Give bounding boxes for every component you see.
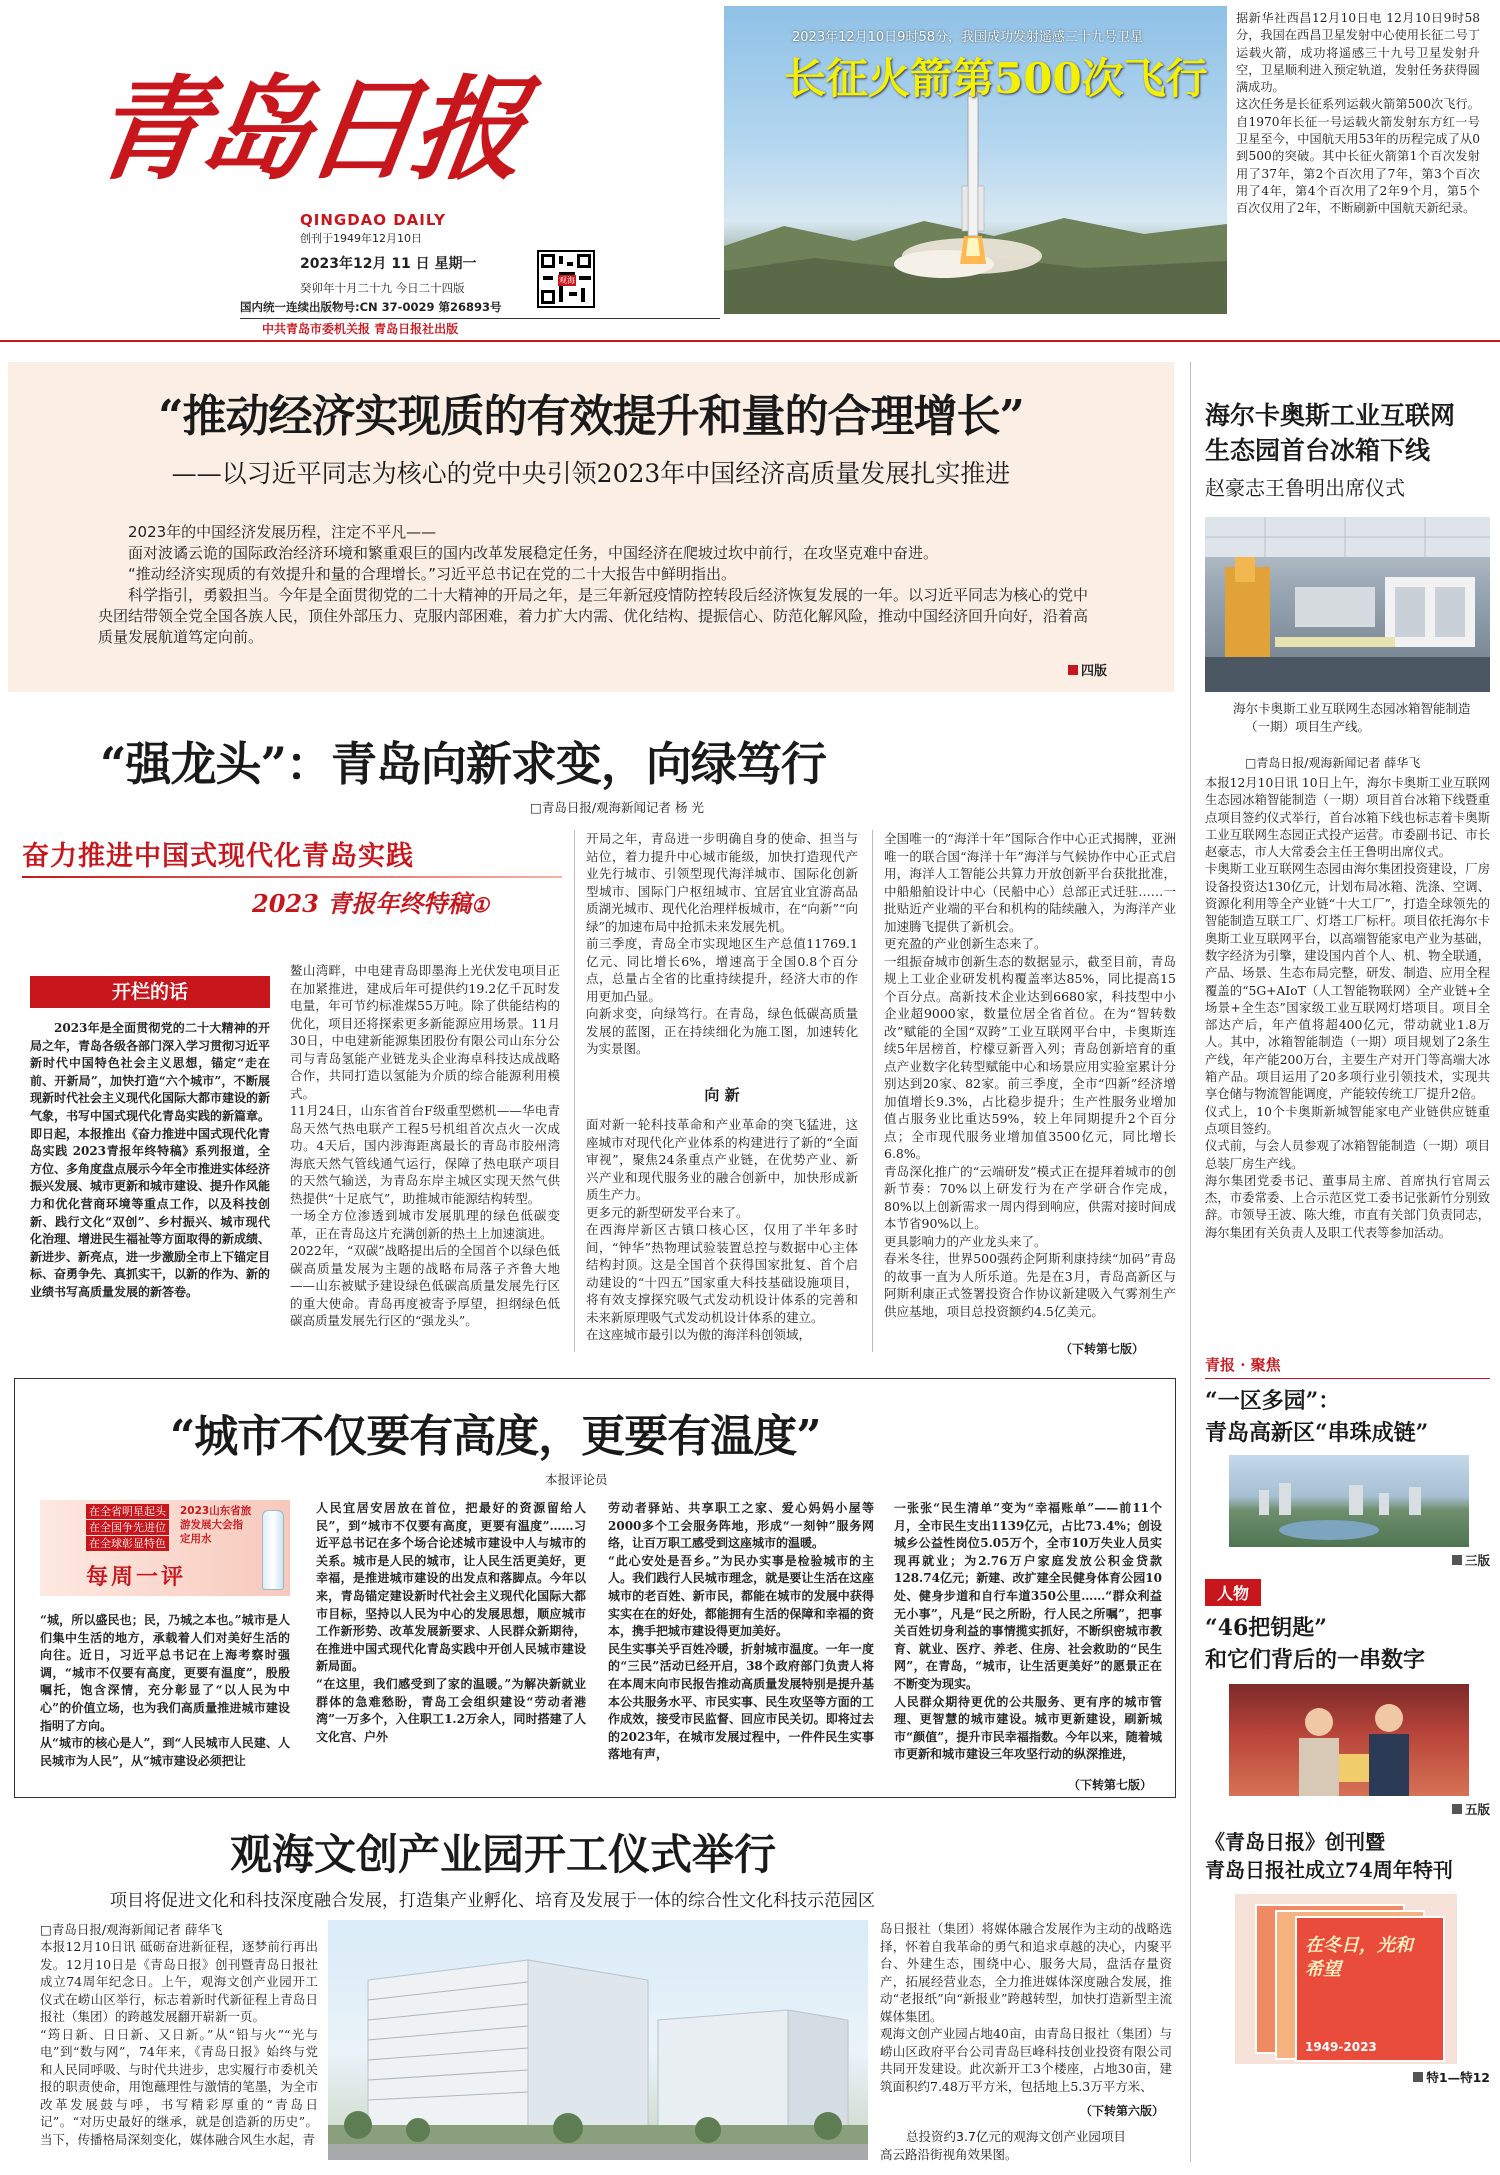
rocket-article xyxy=(1236,10,1480,320)
qr-label: 观海 xyxy=(559,276,575,285)
people-tag: 人物 xyxy=(1205,1579,1261,1606)
anniversary-headline-line: 《青岛日报》创刊暨 xyxy=(1205,1830,1385,1854)
guanhai-subhead: 项目将促进文化和科技深度融合发展，打造集产业孵化、培育及发展于一体的综合性文化科技示范园区 xyxy=(110,1891,875,1911)
dragon-jump[interactable]: （下转第七版） xyxy=(1060,1342,1145,1356)
editorial-jump[interactable]: （下转第七版） xyxy=(1068,1778,1153,1792)
banner-tag-line: 在全国争先进位 xyxy=(86,1520,169,1535)
people-jump[interactable] xyxy=(1205,1800,1490,1818)
qr-code[interactable] xyxy=(537,250,595,308)
guanhai-byline-text: 青岛日报/观海新闻记者 薛华飞 xyxy=(51,1922,223,1937)
dragon-section-heading: 向 新 xyxy=(704,1086,740,1104)
haier-story xyxy=(1205,398,1490,1240)
sidebar-focus xyxy=(1205,1354,1490,2086)
editorial-headline[interactable]: “城市不仅要有高度，更要有温度” xyxy=(170,1411,821,1462)
dragon-headline[interactable]: “强龙头”：青岛向新求变，向绿笃行 xyxy=(100,737,826,791)
people-headline-line: 和它们背后的一串数字 xyxy=(1205,1647,1426,1673)
hightech-zone-photo xyxy=(1229,1455,1469,1547)
people-jump-label: 五版 xyxy=(1464,1802,1490,1817)
masthead xyxy=(0,0,720,340)
lead-story-box xyxy=(8,362,1174,692)
anniversary-cover-photo xyxy=(1235,1894,1457,2064)
col-divider xyxy=(574,830,575,1352)
col-divider xyxy=(872,830,873,1352)
series-number: ① xyxy=(471,893,490,917)
series-title: 奋力推进中国式现代化青岛实践 xyxy=(22,841,414,872)
founded-date: 创刊于1949年12月10日 xyxy=(300,232,422,245)
lead-body xyxy=(98,522,1098,648)
editorial-col2: 人民宜居安居放在首位，把最好的资源留给人民”，到“城市不仅要有高度，更要有温度”……习近平总书记在多个场合论述城市建设中人与城市的关系。城市是人民的城市，让人民生活更美好，更幸福，是推进城市建设的出发点和落脚点。今年以来，青岛锚定建设新时代社会主义现代化国际大都市目标，坚持以人民为中心的发展思想，顺应城市工作新形势、改革发展新要求、人民群众新期待，在推进中国式现代化青岛实践中开创人民城市建设新局面。 “在这里，我们感受到了家的温暖。”为解决新就业群体的急难愁盼，青岛工会组织建设“劳动者港湾”一万多个，入住职工1.2万余人，同时搭建了人文化宫、户外 xyxy=(316,1501,586,1744)
dragon-byline: □青岛日报/观海新闻记者 杨 光 xyxy=(530,800,704,815)
lead-paragraph: “推动经济实现质的有效提升和量的合理增长。”习近平总书记在党的二十大报告中鲜明指出。 xyxy=(128,565,737,583)
top-rule xyxy=(0,340,1500,342)
lead-paragraph: 2023年的中国经济发展历程，注定不平凡—— xyxy=(128,523,437,541)
anniversary-cover-year: 1949-2023 xyxy=(1305,2040,1377,2054)
people-headline[interactable] xyxy=(1205,1612,1490,1676)
cn-number: 国内统一连续出版物号:CN 37-0029 第26893号 xyxy=(240,300,502,314)
publisher: 中共青岛市委机关报 青岛日报社出版 xyxy=(262,322,459,336)
dragon-col2a: 开局之年，青岛进一步明确自身的使命、担当与站位，着力提升中心城市能级，加快打造现代产业先行城市、引领型现代海洋城市、国际化创新型城市、国际门户枢纽城市、宜居宜业宜游高品质湖光城市、现代化治理样板城市，在“向新”“向绿”的加速布局中抢抓未来发展先机。 前三季度，青岛全市实现地区生产总值11769.1亿元、同比增长6%，增速高于全国0.8个百分点，总量占全省的比重持续提升，经济大市的作用更加凸显。 向新求变，向绿笃行。在青岛，绿色低碳高质量发展的蓝图，正在持续细化为施工图，加速转化为实景图。 xyxy=(586,831,858,1056)
rocket-photo-headline: 长征火箭第500次飞行 xyxy=(784,54,1208,103)
english-name: QINGDAO DAILY xyxy=(300,211,446,229)
bottle-tag: 2023山东省旅游发展大会指定用水 xyxy=(180,1505,252,1545)
focus-headline-line: 青岛高新区“串珠成链” xyxy=(1205,1420,1429,1446)
editorial-col4: 一张张“民生清单”变为“幸福账单”——前11个月，全市民生支出1139亿元，占比73.4%；创设城乡公益性岗位5.05万个，全市10万失业人员实现再就业；为2.76万户家庭发放公积金贷款128.74亿元；新建、改扩建全民健身体育公园10处、健身步道和自行车道350公里……“群众利益无小事”，凡是“民之所盼，行人民之所嘱”，把事关百姓切身利益的事情揽实抓好，不断织密城市教育、就业、医疗、养老、住房、社会救助的“民生网”，在青岛，“城市，让生活更美好”的愿景正在不断变为现实。 人民群众期待更优的公共服务、更有序的城市管理、更智慧的城市建设。城市更新建设，刷新城市“颜值”，提升市民幸福指数。今年以来，随着城市更新和城市建设三年攻坚行动的纵深推进， xyxy=(894,1501,1162,1762)
banner-tag-line: 在全球彰显特色 xyxy=(86,1536,169,1551)
anniversary-jump[interactable] xyxy=(1205,2068,1490,2086)
focus-jump-label: 三版 xyxy=(1464,1553,1490,1568)
rocket-body: 据新华社西昌12月10日电 12月10日9时58分，我国在西昌卫星发射中心使用长征二号丁运载火箭，成功将遥感三十九号卫星发射升空，卫星顺利进入预定轨道，发射任务获得圆满成功。 这次任务是长征系列运载火箭第500次飞行。自1970年长征一号运载火箭发射东方红一号卫星至今，中国航天用53年的历程完成了从0到500的突破。其中长征火箭第1个百次发射用了37年，第2个百次用了7年，第3个百次用了4年，第4个百次用了2年9个月，第5个百次仅用了2年，不断刷新中国航天新纪录。 xyxy=(1236,11,1480,216)
guanhai-photo-caption xyxy=(880,2128,1172,2164)
haier-subhead: 赵豪志王鲁明出席仪式 xyxy=(1205,476,1405,500)
haier-byline-text: 青岛日报/观海新闻记者 薛华飞 xyxy=(1256,756,1421,770)
people-photo xyxy=(1229,1684,1469,1796)
masthead-divider xyxy=(240,318,720,319)
people-headline-line: “46把钥匙” xyxy=(1205,1615,1327,1641)
anniversary-cover-text: 在冬日，光和希望 xyxy=(1305,1935,1413,1980)
lead-paragraph: 面对波谲云诡的国际政治经济环境和繁重艰巨的国内改革发展稳定任务，中国经济在爬坡过坎中前行，在攻坚克难中奋进。 xyxy=(128,544,939,562)
anniversary-headline[interactable] xyxy=(1205,1828,1490,1884)
lunar-date: 癸卯年十月二十九 今日二十四版 xyxy=(300,281,465,295)
rocket-launch-photo xyxy=(724,6,1227,314)
issue-date: 2023年12月 11 日 星期一 xyxy=(300,256,477,272)
haier-headline-line: 海尔卡奥斯工业互联网 xyxy=(1205,401,1456,430)
haier-headline[interactable] xyxy=(1205,398,1490,468)
banner-label: 每周一评 xyxy=(86,1564,187,1590)
lead-jump[interactable] xyxy=(1068,660,1107,679)
rocket-photo-caption: 2023年12月10日9时58分，我国成功发射遥感三十九号卫星 xyxy=(792,30,1143,45)
logo-text: 青岛日报 xyxy=(84,63,529,196)
guanhai-caption-line: 高云路沿街视角效果图。 xyxy=(880,2147,1018,2162)
guanhai-caption-line: 总投资约3.7亿元的观海文创产业园项目 xyxy=(906,2129,1126,2144)
series-subtitle xyxy=(252,884,489,919)
guanhai-col2: 岛日报社（集团）将媒体融合发展作为主动的战略选择，怀着自我革命的勇气和追求卓越的决心，内聚平台、外建生态，围绕中心、服务大局，盘活存量资产，拓展经营业态，全力推进媒体深度融合发展，推动“老报纸”向“新报业”跨越转型，加快打造新型主流媒体集团。 观海文创产业园占地40亩，由青岛日报社（集团）与崂山区政府平台公司青岛巨峰科技创业投资有限公司共同开发建设。此次新开工3个楼座，占地30亩，建筑面积约7.48万平方米，包括地上5.3万平方米、 xyxy=(880,1921,1172,2094)
column-label: 开栏的话 xyxy=(30,976,270,1008)
guanhai-byline: □青岛日报/观海新闻记者 薛华飞 xyxy=(40,1922,223,1937)
focus-tag xyxy=(1205,1354,1490,1379)
guanhai-col1: 本报12月10日讯 砥砺奋进新征程，逐梦前行再出发。12月10日是《青岛日报》创刊暨青岛日报社成立74周年纪念日。上午，观海文创产业园开工仪式在崂山区举行，标志着新时代新征程上青岛日报社（集团）的跨越发展翻开崭新一页。 “筠日新、日日新、又日新。”从“铅与火”“光与电”到“数与网”，74年来，《青岛日报》始终与党和人民同呼吸、与时代共进步，忠实履行市委机关报的职责使命，用饱蘸理性与激情的笔墨，为全市改革发展鼓与呼，书写精彩厚重的“青岛日记”。“对历史最好的继承，就是创造新的历史”。当下，传播格局深刻变化，媒体融合风生水起，青 xyxy=(40,1939,318,2147)
haier-body: 本报12月10日讯 10日上午，海尔卡奥斯工业互联网生态园冰箱智能制造（一期）项目首台冰箱下线暨重点项目签约仪式举行，首台冰箱下线也标志着卡奥斯工业互联网生态园正式投产运营。市委副书记、市长赵豪志，市人大常委会主任王鲁明出席仪式。 卡奥斯工业互联网生态园由海尔集团投资建设，厂房设备投资达130亿元，计划布局冰箱、洗涤、空调、资源化利用等全产业链“十大工厂”，打造全球领先的智能制造互联工厂、灯塔工厂标杆。项目依托海尔卡奥斯工业互联网平台，以高端智能家电产业为基础，数字经济为引擎，建设国内首个人、机、物全联通，产品、场景、生态布局完整，研发、制造、应用全程覆盖的“5G+AIoT（人工智能物联网）全产业链+全场景+全生态”国家级工业互联网灯塔项目。项目全部达产后，年产值将超400亿元，带动就业1.8万人。其中，冰箱智能制造（一期）项目规划了2条生产线，年产能200万台，主要生产对开门等高端大冰箱产品。项目运用了20多项行业引领技术，实现共享仓储与物流智能调度，产能较传统工厂提升2倍。 仪式上，10个卡奥斯新城智能家电产业链供应链重点项目签约。 仪式前，与会人员参观了冰箱智能制造（一期）项目总装厂房生产线。 海尔集团党委书记、董事局主席、首席执行官周云杰，市委常委、上合示范区党工委书记张新竹分别致辞。市领导王波、陈大维，市直有关部门负责同志，海尔集团有关负责人及职工代表等参加活动。 xyxy=(1205,776,1490,1240)
focus-jump[interactable] xyxy=(1205,1551,1490,1569)
masthead-logo xyxy=(38,12,529,202)
lead-jump-label: 四版 xyxy=(1081,664,1108,679)
dragon-byline-text: 青岛日报/观海新闻记者 杨 光 xyxy=(541,800,704,815)
guanhai-headline[interactable]: 观海文创产业园开工仪式举行 xyxy=(230,1830,777,1879)
dragon-col1: 鳌山湾畔，中电建青岛即墨海上光伏发电项目正在加紧推进，建成后年可提供约19.2亿千瓦时发电量，年可节约标准煤55万吨。除了供能结构的优化，项目还将探索更多新能源应用场景。11月30日，中电建新能源集团股份有限公司山东分公司与青岛氢能产业链龙头企业海卓科技达成战略合作，共同打造以氢能为介质的综合能源利用模式。 11月24日，山东省首台F级重型燃机——华电青岛天然气热电联产工程5号机组首次点火一次成功。4天后，国内涉海距离最长的青岛市胶州湾海底天然气管线通气运行，保障了热电联产项目的天然气输送，为青岛东岸主城区实现天然气供热提供“十足底气”，助推城市能源结构转型。 一场全方位渗透到城市发展肌理的绿色低碳变革，正在青岛这片充满创新的热土上加速演进。 2022年，“双碳”战略提出后的全国首个以绿色低碳高质量发展为主题的战略布局落子齐鲁大地——山东被赋予建设绿色低碳高质量发展先行区的重大使命。青岛再度被寄予厚望，担纲绿色低碳高质量发展先行区的“强龙头”。 xyxy=(290,963,560,1328)
focus-headline[interactable] xyxy=(1205,1385,1490,1449)
banner-tags xyxy=(86,1504,169,1551)
haier-factory-photo xyxy=(1205,517,1490,692)
dragon-col3: 全国唯一的“海洋十年”国际合作中心正式揭牌，亚洲唯一的联合国“海洋十年”海洋与气候协作中心正式启用，海洋人工智能公共算力开放创新平台获批批准，中船船舶设计中心（民船中心）总部正式迁驻……一批贴近产业端的平台和机构的陆续融入，为海洋产业加速腾飞提供了新机会。 更充盈的产业创新生态来了。 一组振奋城市创新生态的数据显示，截至目前，青岛规上工业企业研发机构覆盖率达85%，同比提高15个百分点。高新技术企业达到6680家，科技型中小企业超9000家，数量位居全省首位。在为“智转数改”赋能的全国“双跨”工业互联网平台中，卡奥斯连续5年居榜首，柠檬豆新晋入列；青岛创新培育的重点产业数字化转型赋能中心和场景应用实验室累计分别达到20家、82家。前三季度，全市“四新”经济增加值增长9.3%，占比稳步提升；生产性服务业增加值占服务业比重达59%，较上年同期提升2个百分点；全市现代服务业增加值3500亿元，同比增长6.8%。 青岛深化推广的“云端研发”模式正在提拜着城市的创新节奏：70%以上研发行为在产学研合作完成，80%以上创新需求一周内得到响应，供需对接时间成本节省90%以上。 更具影响力的产业龙头来了。 春米冬往，世界500强药企阿斯利康持续“加码”青岛的故事一直为人所乐道。先是在3月，青岛高新区与阿斯利康正式签署投资合作协议新建吸入气雾剂生产供应基地，项目总投资额约4.5亿美元。 xyxy=(884,831,1176,1319)
guanhai-jump[interactable]: （下转第六版） xyxy=(1080,2104,1165,2118)
banner-tag-line: 在全省明星起头 xyxy=(86,1504,169,1519)
series-swoosh xyxy=(22,876,562,878)
dragon-col2b: 面对新一轮科技革命和产业革命的突飞猛进，这座城市对现代化产业体系的构建进行了新的“全面审视”，聚焦24条重点产业链，在优势产业、新兴产业和现代服务业的融合创新中，加快形成新质生产力。 更多元的新型研发平台来了。 在西海岸新区古镇口核心区，仅用了半年多时间，“钟华”热物理试验装置总控与数据中心主体结构封顶。这是全国首个获得国家批复、首个启动建设的“十四五”国家重大科技基础设施项目，将有效支撑探究吸气式发动机设计体系的完善和未来新原理吸气式发动机设计体系的建立。 在这座城市最引以为傲的海洋科创领域， xyxy=(586,1117,858,1342)
series-banner xyxy=(22,834,562,934)
editorial-byline: 本报评论员 xyxy=(545,1472,608,1487)
right-column-divider xyxy=(1190,362,1191,2162)
guanhai-rendering-photo xyxy=(328,1920,868,2160)
focus-tag-label: 青报 · 聚焦 xyxy=(1205,1356,1281,1374)
anniversary-headline-line: 青岛日报社成立74周年特刊 xyxy=(1205,1858,1453,1882)
focus-headline-line: “一区多园”： xyxy=(1205,1388,1341,1414)
water-bottle-icon xyxy=(262,1510,284,1590)
lead-paragraph: 科学指引，勇毅担当。今年是全面贯彻党的二十大精神的开局之年，是三年新冠疫情防控转段后经济恢复发展的一年。以习近平同志为核心的党中央团结带领全党全国各族人民，顶住外部压力、克服内部困难，着力扩大内需、优化结构、提振信心、防范化解风险，推动中国经济回升向好，沿着高质量发展航道笃定向前。 xyxy=(98,586,1089,646)
column-intro: 2023年是全面贯彻党的二十大精神的开局之年，青岛各级各部门深入学习贯彻习近平新时代中国特色社会主义思想，锚定“走在前、开新局”，加快打造“六个城市”，不断展现新时代社会主义现代化国际大都市建设的新气象，书写中国式现代化青岛实践的新篇章。即日起，本报推出《奋力推进中国式现代化青岛实践 2023青报年终特稿》系列报道，全方位、多角度盘点展示今年全市推进实体经济振兴发展、城市更新和城市建设、提升作风能力和优化营商环境等重点工作，以及科技创新、践行文化“双创”、乡村振兴、城市现代化治理、增进民生福祉等方面取得的新成绩、新进步、新亮点，进一步激励全市上下锚定目标、奋勇争先、真抓实干，以新的作为、新的业绩书写高质量发展的新答卷。 xyxy=(30,1021,271,1299)
lead-subhead: ——以习近平同志为核心的党中央引领2023年中国经济高质量发展扎实推进 xyxy=(171,459,1011,488)
editorial-col1: “城，所以盛民也；民，乃城之本也。”城市是人们集中生活的地方，承载着人们对美好生活的向往。近日，习近平总书记在上海考察时强调，“城市不仅要有高度，更要有温度”，殷殷嘱托，饱含深情，充分彰显了“以人民为中心”的价值立场，也为我们高质量推进城市建设指明了方向。 从“城市的核心是人”，到“人民城市人民建、人民城市为人民”，从“城市建设必须把让 xyxy=(40,1613,290,1768)
weekly-review-banner xyxy=(40,1500,290,1596)
anniversary-jump-label: 特1—特12 xyxy=(1426,2070,1490,2085)
haier-headline-line: 生态园首台冰箱下线 xyxy=(1205,436,1431,465)
editorial-col3: 劳动者驿站、共享职工之家、爱心妈妈小屋等2000多个工会服务阵地，形成“一刻钟”服务网络，让百万职工感受到这座城市的温暖。 “此心安处是吾乡。”为民办实事是检验城市的主人。我们践行人民城市理念，就是要让生活在这座城市的老百姓、新市民，都能在城市的发展中获得实实在在的好处，都能拥有生活的保障和幸福的资本，携手把城市建设得更加美好。 民生实事关乎百姓冷暖，折射城市温度。一年一度的“三民”活动已经开启，38个政府部门负责人将在本周末向市民报告推动高质量发展特别是提升基本公共服务水平、市民实事、民生攻坚等方面的工作成效，接受市民监督、回应市民关切。即将过去的2023年，在城市发展过程中，一件件民生实事落地有声， xyxy=(608,1501,874,1762)
haier-byline: □青岛日报/观海新闻记者 薛华飞 xyxy=(1245,756,1421,770)
haier-photo-caption: 海尔卡奥斯工业互联网生态园冰箱智能制造（一期）项目生产线。 xyxy=(1233,701,1471,734)
lead-headline[interactable]: “推动经济实现质的有效提升和量的合理增长” xyxy=(158,391,1024,442)
series-subtitle-text: 2023 青报年终特稿 xyxy=(252,889,472,918)
